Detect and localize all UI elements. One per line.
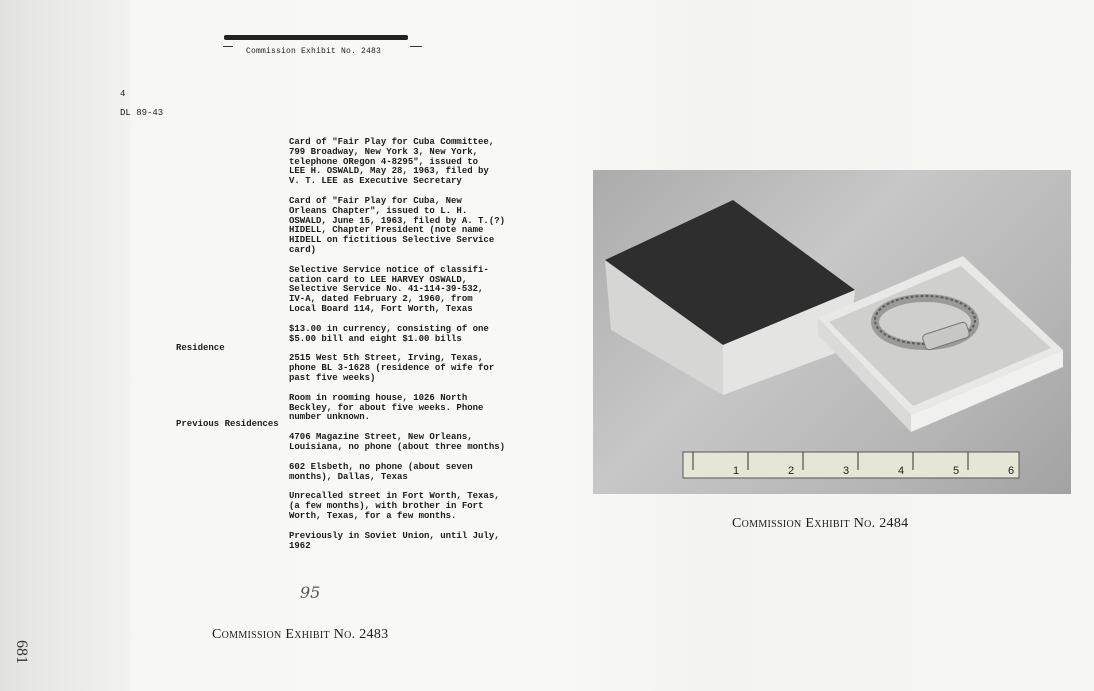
entry-residence-irving: 2515 West 5th Street, Irving, Texas, phone BL 3-1628 (residence of wife for past five weeks) (289, 353, 495, 383)
previous-residences-label: Previous Residences (176, 419, 279, 429)
entry-elsbeth: 602 Elsbeth, no phone (about seven months), Dallas, Texas (289, 461, 473, 482)
caption-exhibit-2483: Commission Exhibit No. 2483 (212, 627, 389, 642)
exhibit-photo (593, 170, 1071, 494)
ruler-number: 4 (898, 465, 905, 477)
residence-label: Residence (176, 343, 225, 353)
side-page-number: 681 (13, 640, 30, 664)
entry-soviet-union: Previously in Soviet Union, until July, 1962 (289, 530, 500, 551)
header-exhibit-label: Commission Exhibit No. 2483 (246, 47, 382, 56)
entry-selective-service-card: Selective Service notice of classifi- cation card to LEE HARVEY OSWALD, Selective Service No. 41-114-39-532, IV-A, dated February 2, 1960, from Local Board 114, Fort Worth, Texas (289, 264, 489, 314)
header-redaction-bar (224, 35, 408, 40)
entry-fort-worth: Unrecalled street in Fort Worth, Texas, (a few months), with brother in Fort Worth, Texas, for a few months. (289, 491, 500, 521)
handwritten-note: 95 (300, 583, 321, 602)
entry-currency: $13.00 in currency, consisting of one $5.00 bill and eight $1.00 bills (289, 323, 489, 344)
header-dash-left (223, 46, 233, 47)
header-dash-right (410, 46, 422, 47)
entry-magazine-street: 4706 Magazine Street, New Orleans, Louisiana, no phone (about three months) (289, 432, 506, 452)
page-number: 4 (120, 89, 126, 99)
caption-exhibit-2484: Commission Exhibit No. 2484 (732, 516, 909, 531)
ruler-number: 6 (1008, 465, 1015, 477)
file-number: DL 89-43 (120, 108, 164, 118)
entry-new-orleans-chapter-card: Card of "Fair Play for Cuba, New Orleans Chapter", issued to L. H. OSWALD, June 15, 1963, filed by A. T.(?) HIDELL, Chapter President (note name HIDELL on fictitious Selective Service card) (289, 195, 506, 255)
entry-rooming-house: Room in rooming house, 1026 North Beckley, for about five weeks. Phone number unknown. (289, 392, 484, 423)
ruler-number: 5 (953, 465, 960, 477)
ruler-number: 1 (733, 465, 740, 477)
entries-list (289, 138, 529, 561)
ruler-number: 2 (788, 465, 795, 477)
page-left-margin (0, 0, 130, 691)
photo-illustration (593, 170, 1071, 494)
entry-fpcc-card: Card of "Fair Play for Cuba Committee, 799 Broadway, New York 3, New York, telephone ORegon 4-8295", issued to LEE H. OSWALD, May 28, 1963, filed by V. T. LEE as Executive Secretary (289, 137, 495, 187)
ruler-number: 3 (843, 465, 850, 477)
